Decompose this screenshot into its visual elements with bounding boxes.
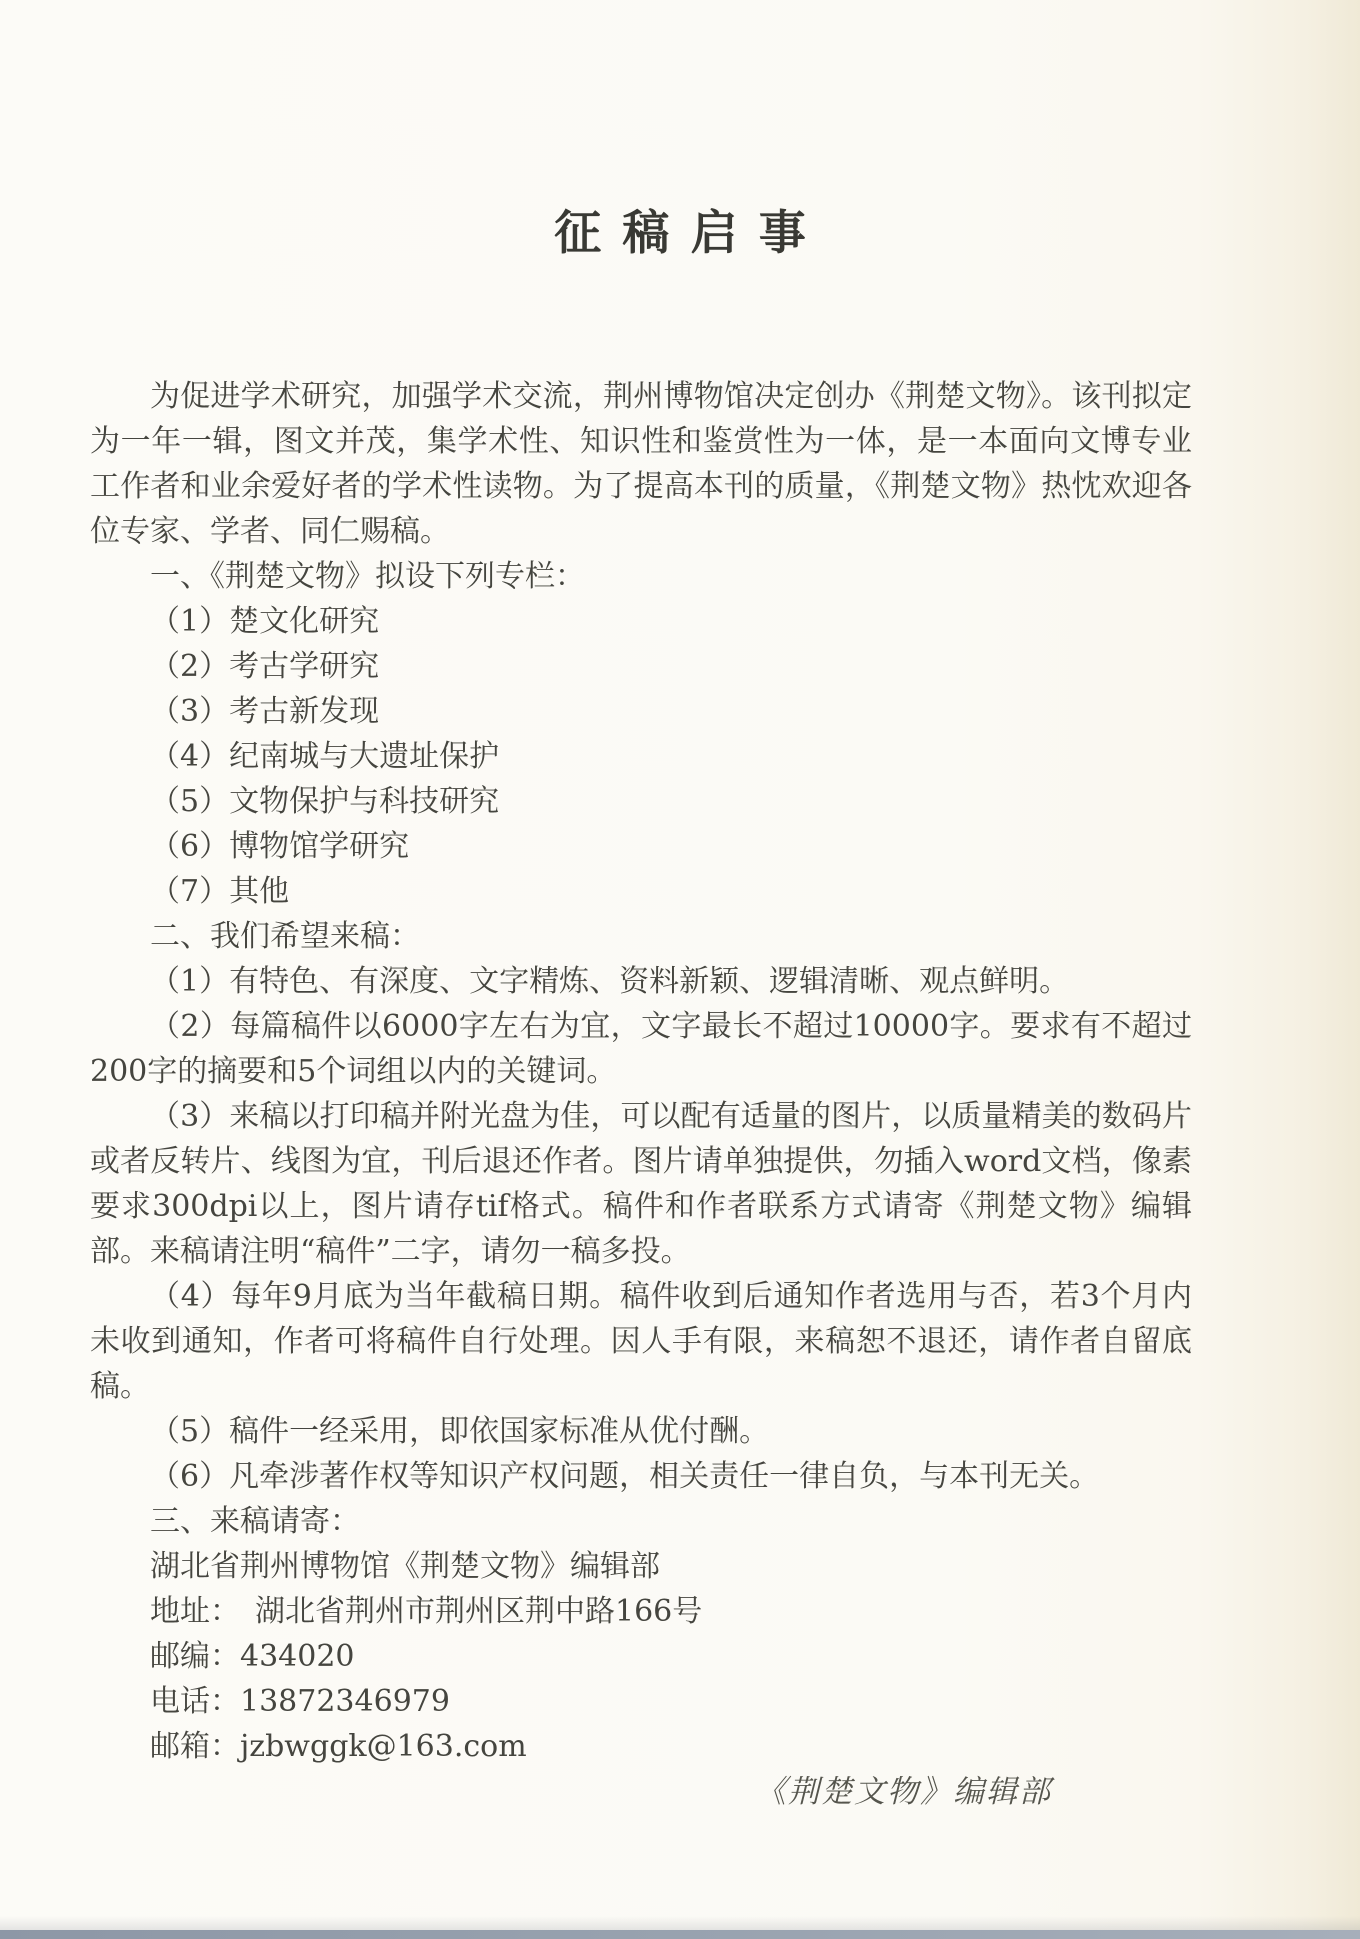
column-item-6: （6）博物馆学研究 [150, 829, 410, 864]
page-title: 征稿启事 [554, 206, 827, 261]
contact-email: 邮箱：jzbwggk@163.com [150, 1729, 527, 1764]
guideline-item-3: （3）来稿以打印稿并附光盘为佳，可以配有适量的图片，以质量精美的数码片或者反转片、线图为宜，刊后退还作者。图片请单独提供，勿插入word文档，像素要求300dpi以上，图片请存tif格式。稿件和作者联系方式请寄《荆楚文物》编辑部。来稿请注明“稿件”二字，请勿一稿多投。 [90, 1099, 1192, 1269]
document-body [90, 374, 1192, 1769]
guideline-item-4: （4）每年9月底为当年截稿日期。稿件收到后通知作者选用与否，若3个月内未收到通知，作者可将稿件自行处理。因人手有限，来稿恕不退还，请作者自留底稿。 [90, 1279, 1192, 1404]
contact-recipient: 湖北省荆州博物馆《荆楚文物》编辑部 [150, 1549, 660, 1584]
scan-edge-strip [0, 1930, 1360, 1939]
contact-postcode: 邮编：434020 [150, 1639, 355, 1674]
intro-paragraph: 为促进学术研究，加强学术交流，荆州博物馆决定创办《荆楚文物》。该刊拟定为一年一辑，图文并茂，集学术性、知识性和鉴赏性为一体，是一本面向文博专业工作者和业余爱好者的学术性读物。为了提高本刊的质量，《荆楚文物》热忱欢迎各位专家、学者、同仁赐稿。 [90, 379, 1192, 549]
column-item-3: （3）考古新发现 [150, 694, 380, 729]
contact-phone: 电话：13872346979 [150, 1684, 450, 1719]
scan-bottom-shadow [0, 1916, 1360, 1930]
guideline-item-2: （2）每篇稿件以6000字左右为宜，文字最长不超过10000字。要求有不超过200字的摘要和5个词组以内的关键词。 [90, 1009, 1192, 1089]
section-three-heading: 三、来稿请寄： [150, 1504, 360, 1539]
guideline-item-6: （6）凡牵涉著作权等知识产权问题，相关责任一律自负，与本刊无关。 [150, 1459, 1100, 1494]
section-two-heading: 二、我们希望来稿： [150, 919, 420, 954]
column-item-4: （4）纪南城与大遗址保护 [150, 739, 500, 774]
guideline-item-1: （1）有特色、有深度、文字精炼、资料新颖、逻辑清晰、观点鲜明。 [150, 964, 1070, 999]
column-item-5: （5）文物保护与科技研究 [150, 784, 500, 819]
column-item-7: （7）其他 [150, 874, 290, 909]
column-item-2: （2）考古学研究 [150, 649, 380, 684]
contact-address: 地址： 湖北省荆州市荆州区荆中路166号 [150, 1594, 703, 1629]
section-one-heading: 一、《荆楚文物》拟设下列专栏： [150, 559, 585, 594]
column-item-1: （1）楚文化研究 [150, 604, 380, 639]
guideline-item-5: （5）稿件一经采用，即依国家标准从优付酬。 [150, 1414, 770, 1449]
editorial-signature: 《荆楚文物》编辑部 [755, 1774, 1052, 1810]
